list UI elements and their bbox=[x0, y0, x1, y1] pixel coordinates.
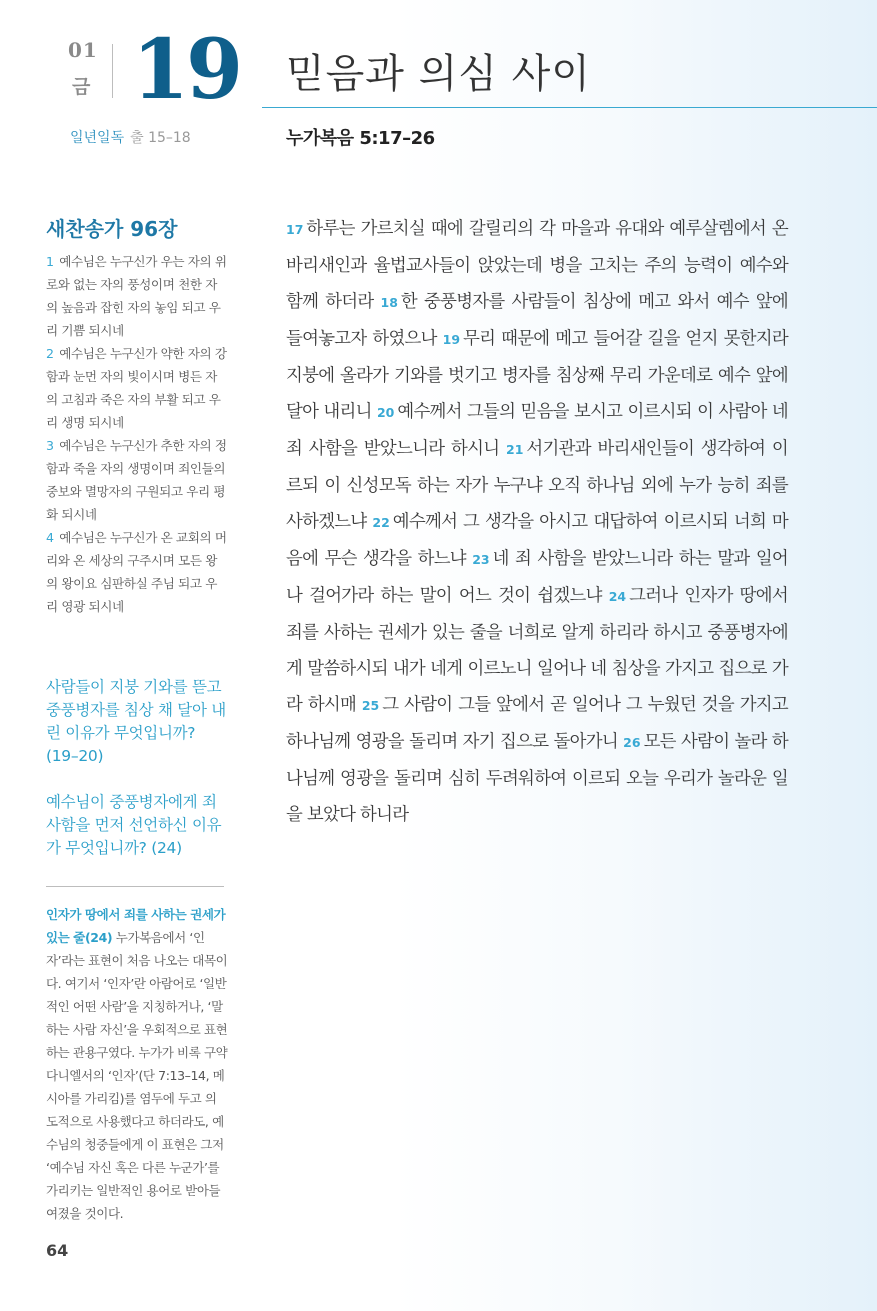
verse-number: 23 bbox=[472, 552, 490, 567]
bible-passage bbox=[286, 211, 788, 833]
hymn-verse-number: 1 bbox=[46, 254, 54, 269]
hymn-verse bbox=[46, 250, 228, 342]
hymn-verse-number: 3 bbox=[46, 438, 54, 453]
question-2: 예수님이 중풍병자에게 죄 사함을 먼저 선언하신 이유가 무엇입니까? (24) bbox=[46, 793, 222, 857]
verse-number: 24 bbox=[608, 589, 627, 604]
title-underline bbox=[262, 107, 877, 108]
verse-text: 하루는 가르치실 때에 갈릴리의 각 마을과 유대와 예루살렘에서 온 바리새인과 율법교사들이 앉았는데 병을 고치는 주의 능력이 예수와 함께 하더라 bbox=[286, 219, 788, 312]
verse-number: 21 bbox=[506, 442, 524, 457]
verse-text: 예수께서 그들의 믿음을 보시고 이르시되 이 사람아 네 죄 사함을 받았느니라 하시니 bbox=[286, 402, 789, 459]
question-1: 사람들이 지붕 기와를 뜯고 중풍병자를 침상 채 달아 내린 이유가 무엇입니까? (19–20) bbox=[46, 678, 226, 765]
date-divider bbox=[112, 44, 113, 98]
hymn-verse-number: 2 bbox=[46, 346, 54, 361]
reading-plan bbox=[70, 127, 191, 147]
reading-plan-reference: 출 15–18 bbox=[130, 130, 191, 146]
commentary-note bbox=[46, 903, 228, 1225]
hymn-title: 새찬송가 96장 bbox=[46, 217, 178, 241]
verse-number: 17 bbox=[286, 222, 304, 237]
hymn-verse bbox=[46, 342, 228, 434]
verse-text: 모든 사람이 놀라 하나님께 영광을 돌리며 심히 두려워하여 이르되 오늘 우리가 놀라운 일을 보았다 하니라 bbox=[286, 732, 789, 825]
hymn-verse bbox=[46, 526, 228, 618]
verse-text: 예수께서 그 생각을 아시고 대답하여 이르시되 너희 마음에 무슨 생각을 하느냐 bbox=[286, 512, 789, 569]
hymn-verse bbox=[46, 434, 228, 526]
verse-text: 그 사람이 그들 앞에서 곧 일어나 그 누웠던 것을 가지고 하나님께 영광을 돌리며 자기 집으로 돌아가니 bbox=[286, 695, 788, 752]
note-divider bbox=[46, 886, 224, 887]
date-day: 19 bbox=[132, 22, 241, 118]
reading-plan-label: 일년일독 bbox=[70, 130, 125, 146]
note-text: 누가복음에서 ‘인자’라는 표현이 처음 나오는 대목이다. 여기서 ‘인자’란 아람어로 ‘일반적인 어떤 사람’을 지칭하거나, ‘말하는 사람 자신’을 우회적으로 표현하는 관용구였다. 누가가 비록 구약 다니엘서의 ‘인자’(단 7:13–14, 메시아를 가리킴)를 염두에 두고 의도적으로 사용했다고 하더라도, 예수님의 청중들에게 이 표현은 그저 ‘예수님 자신 혹은 다른 누군가’를 가리키는 일반적인 용어로 받아들여졌을 것이다. bbox=[46, 930, 228, 1221]
page-number: 64 bbox=[46, 1241, 69, 1260]
passage-reference: 누가복음 5:17–26 bbox=[286, 128, 435, 149]
verse-number: 26 bbox=[623, 735, 641, 750]
verse-number: 20 bbox=[376, 405, 395, 420]
verse-text: 네 죄 사함을 받았느니라 하는 말과 일어나 걸어가라 하는 말이 어느 것이 쉽겠느냐 bbox=[286, 549, 789, 606]
hymn-verse-text: 예수님은 누구신가 온 교회의 머리와 온 세상의 구주시며 모든 왕의 왕이요 심판하실 주님 되고 우리 영광 되시네 bbox=[46, 530, 227, 614]
hymn-section bbox=[46, 213, 228, 618]
page-title: 믿음과 의심 사이 bbox=[286, 51, 591, 97]
verse-number: 22 bbox=[372, 515, 390, 530]
verse-text: 무리 때문에 메고 들어갈 길을 얻지 못한지라 지붕에 올라가 기와를 벗기고 병자를 침상째 무리 가운데로 예수 앞에 달아 내리니 bbox=[286, 329, 789, 422]
verse-text: 그러나 인자가 땅에서 죄를 사하는 권세가 있는 줄을 너희로 알게 하리라 하시고 중풍병자에게 말씀하시되 내가 네게 이르노니 일어나 네 침상을 가지고 집으로 가라 하시매 bbox=[286, 586, 788, 715]
hymn-verse-number: 4 bbox=[46, 530, 54, 545]
note-highlight: 인자가 땅에서 죄를 사하는 권세가 있는 줄(24) bbox=[46, 907, 226, 945]
date-weekday: 금 bbox=[72, 76, 91, 98]
date-month: 01 bbox=[68, 38, 98, 62]
verse-number: 19 bbox=[442, 332, 461, 347]
hymn-verse-text: 예수님은 누구신가 우는 자의 위로와 없는 자의 풍성이며 천한 자의 높음과 잡힌 자의 놓임 되고 우리 기쁨 되시네 bbox=[46, 254, 227, 338]
verse-text: 서기관과 바리새인들이 생각하여 이르되 이 신성모독 하는 자가 누구냐 오직 하나님 외에 누가 능히 죄를 사하겠느냐 bbox=[286, 439, 788, 532]
hymn-verse-text: 예수님은 누구신가 약한 자의 강함과 눈먼 자의 빛이시며 병든 자의 고침과 죽은 자의 부활 되고 우리 생명 되시네 bbox=[46, 346, 227, 430]
verse-text: 한 중풍병자를 사람들이 침상에 메고 와서 예수 앞에 들여놓고자 하였으나 bbox=[286, 292, 788, 349]
verse-number: 18 bbox=[380, 295, 398, 310]
verse-number: 25 bbox=[361, 698, 380, 713]
hymn-verse-text: 예수님은 누구신가 추한 자의 정함과 죽을 자의 생명이며 죄인들의 중보와 멸망자의 구원되고 우리 평화 되시네 bbox=[46, 438, 227, 522]
